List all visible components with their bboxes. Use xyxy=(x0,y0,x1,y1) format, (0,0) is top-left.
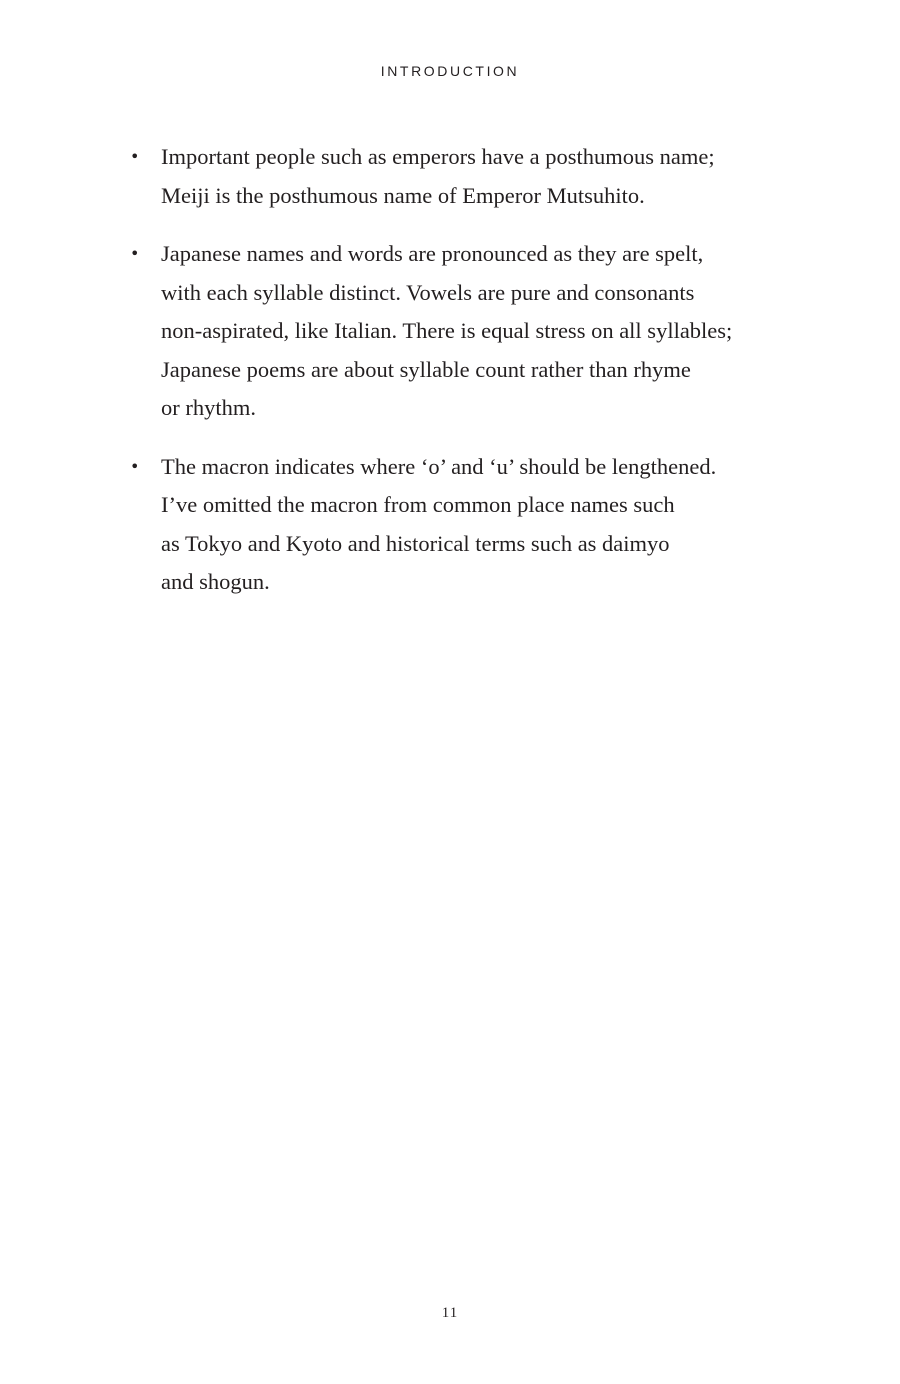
bullet-text-line: Meiji is the posthumous name of Emperor Mutsuhito. xyxy=(161,182,645,208)
bullet-text-line: and shogun. xyxy=(161,569,270,594)
bullet-item-macron xyxy=(130,448,790,602)
bullet-text-line: The macron indicates where ‘o’ and ‘u’ should be lengthened. xyxy=(161,453,717,479)
bullet-icon: • xyxy=(130,456,140,476)
bullet-text-line: as Tokyo and Kyoto and historical terms such as daimyo xyxy=(161,530,670,556)
bullet-text-line: I’ve omitted the macron from common place names such xyxy=(161,492,675,517)
page-number: 11 xyxy=(441,1305,459,1321)
bullet-text-line: with each syllable distinct. Vowels are pure and consonants xyxy=(161,279,695,305)
bullet-text-line: Japanese poems are about syllable count rather than rhyme xyxy=(161,356,691,382)
bullet-text-line: or rhythm. xyxy=(161,395,256,420)
running-head: INTRODUCTION xyxy=(380,63,520,79)
bullet-text-line: Important people such as emperors have a posthumous name; xyxy=(161,144,715,169)
bullet-list xyxy=(130,138,790,622)
bullet-text-line: Japanese names and words are pronounced as they are spelt, xyxy=(161,241,704,266)
bullet-icon: • xyxy=(130,147,140,166)
bullet-item-posthumous-names xyxy=(130,138,790,215)
bullet-icon: • xyxy=(130,244,140,263)
bullet-item-pronunciation xyxy=(130,235,790,428)
bullet-text-line: non-aspirated, like Italian. There is equal stress on all syllables; xyxy=(161,318,733,343)
